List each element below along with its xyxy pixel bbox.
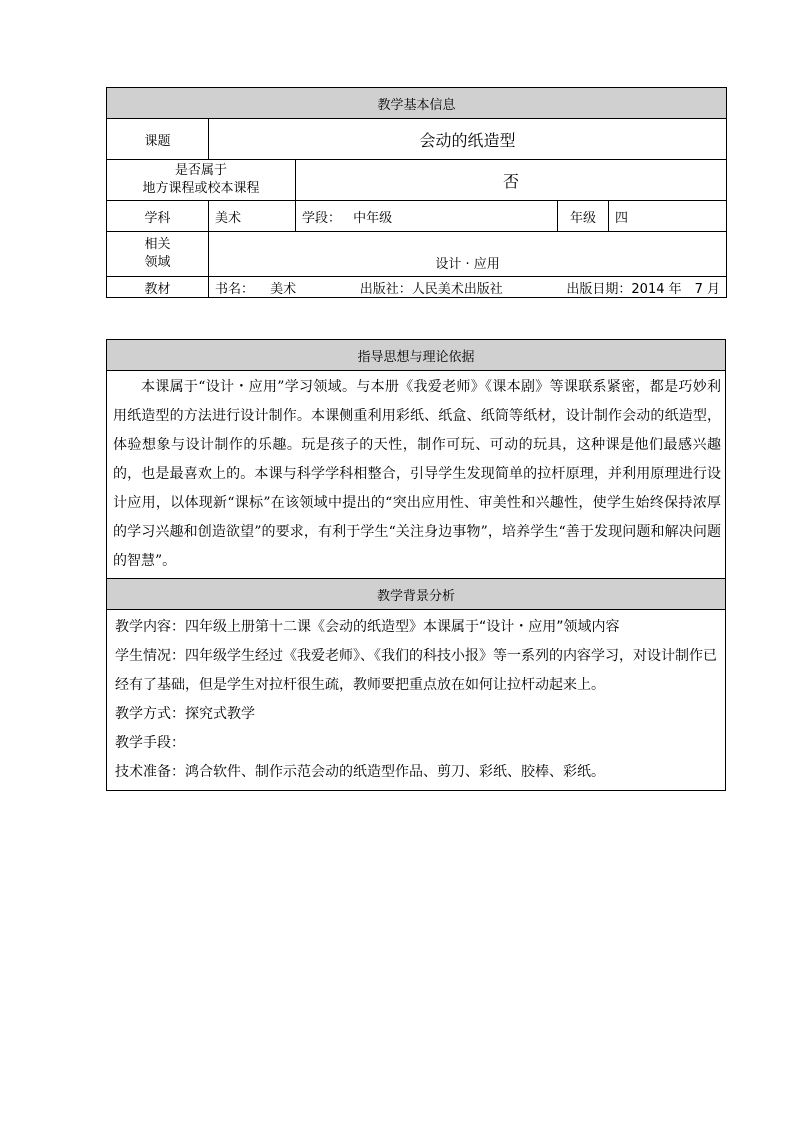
subject-label: 学科 bbox=[107, 201, 209, 232]
textbook-info bbox=[209, 277, 727, 298]
book-name-value: 美术 bbox=[270, 281, 297, 297]
background-body bbox=[107, 610, 726, 791]
guiding-header: 指导思想与理论依据 bbox=[107, 340, 726, 371]
basic-info-table bbox=[106, 87, 727, 298]
teaching-method: 教学方式：探究式教学 bbox=[115, 706, 255, 722]
subject-value: 美术 bbox=[209, 201, 296, 232]
local-course-label bbox=[107, 160, 296, 201]
stage-label: 学段： bbox=[302, 210, 342, 226]
student-situation: 学生情况：四年级学生经过《我爱老师》、《我们的科技小报》等一系列的内容学习，对设计制作已经有了基础，但是学生对拉杆很生疏，教师要把重点放在如何让拉杆动起来上。 bbox=[115, 648, 717, 693]
teaching-content: 教学内容：四年级上册第十二课《会动的纸造型》本课属于“设计・应用”领域内容 bbox=[115, 619, 620, 635]
tech-preparation: 技术准备：鸿合软件、制作示范会动的纸造型作品、剪刀、彩纸、胶棒、彩纸。 bbox=[115, 764, 605, 780]
grade-value: 四 bbox=[609, 201, 727, 232]
basic-info-header: 教学基本信息 bbox=[107, 88, 727, 119]
stage-cell bbox=[296, 201, 558, 232]
analysis-table bbox=[106, 339, 726, 791]
local-course-label-line2: 地方课程或校本课程 bbox=[142, 181, 260, 196]
publisher: 出版社：人民美术出版社 bbox=[359, 281, 503, 297]
field-label-line2: 领域 bbox=[144, 255, 171, 270]
field-label bbox=[107, 232, 209, 277]
book-name-label: 书名： bbox=[215, 281, 255, 297]
guiding-text: 本课属于“设计・应用”学习领域。与本册《我爱老师》《课本剧》等课联系紧密，都是巧妙利用纸造型的方法进行设计制作。本课侧重利用彩纸、纸盒、纸筒等纸材，设计制作会动的纸造型，体验想象与设计制作的乐趣。玩是孩子的天性，制作可玩、可动的玩具，这种课是他们最感兴趣的，也是最喜欢上的。本课与科学学科相整合，引导学生发现简单的拉杆原理，并利用原理进行设计应用，以体现新“课标”在该领域中提出的“突出应用性、审美性和兴趣性，使学生始终保持浓厚的学习兴趣和创造欲望”的要求，有利于学生“关注身边事物”，培养学生“善于发现问题和解决问题的智慧”。 bbox=[107, 371, 726, 579]
publish-date: 出版日期：2014 年 7 月 bbox=[566, 281, 721, 297]
grade-label: 年级 bbox=[558, 201, 609, 232]
local-course-label-line1: 是否属于 bbox=[174, 163, 227, 178]
background-header: 教学背景分析 bbox=[107, 579, 726, 610]
field-value: 设计 · 应用 bbox=[209, 232, 727, 277]
teaching-means: 教学手段： bbox=[115, 735, 185, 751]
field-label-line1: 相关 bbox=[144, 237, 171, 252]
textbook-label: 教材 bbox=[107, 277, 209, 298]
stage-value: 中年级 bbox=[353, 210, 393, 226]
local-course-value: 否 bbox=[296, 160, 727, 201]
topic-value: 会动的纸造型 bbox=[209, 119, 727, 160]
topic-label: 课题 bbox=[107, 119, 209, 160]
